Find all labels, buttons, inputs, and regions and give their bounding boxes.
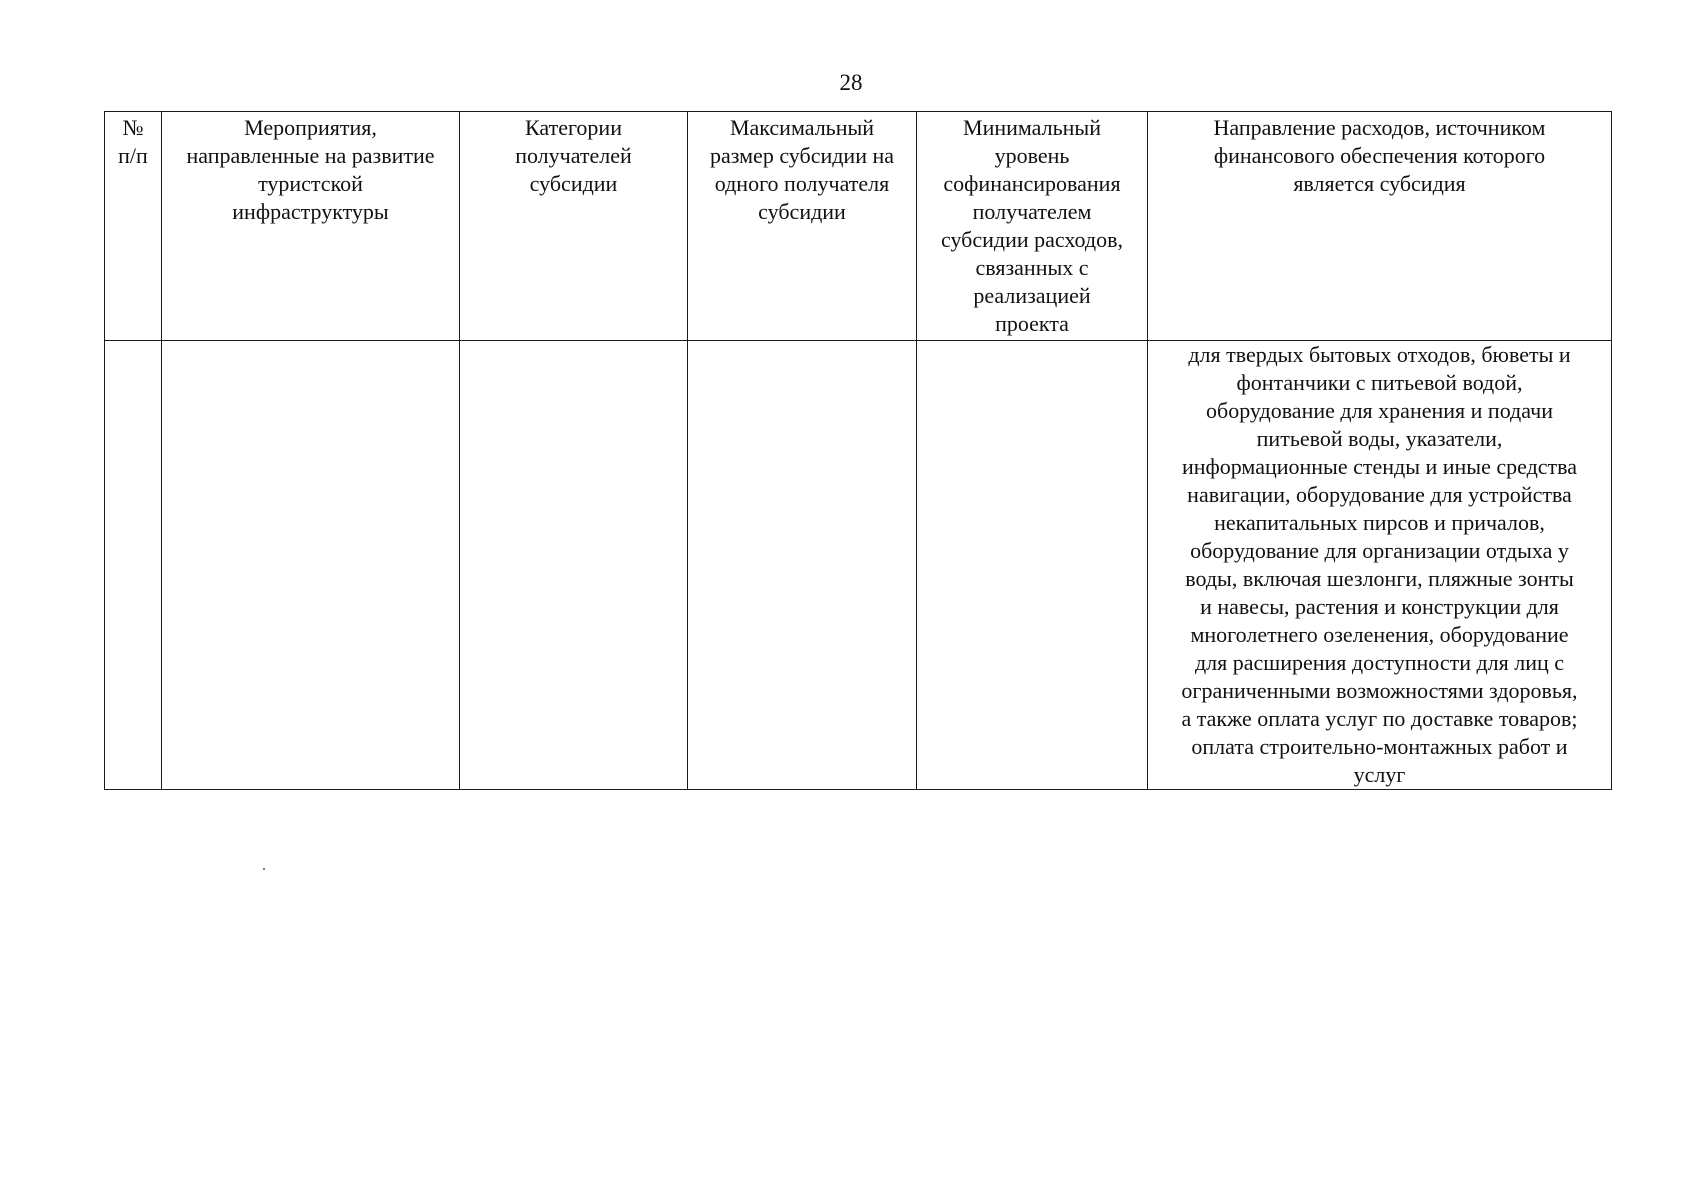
direction-line: питьевой воды, указатели, (1256, 426, 1503, 451)
header-line: Мероприятия, (244, 115, 377, 140)
scan-speck (263, 868, 265, 870)
header-line: проекта (995, 311, 1069, 336)
header-line: реализацией (973, 283, 1091, 308)
direction-line: информационные стенды и иные средства (1181, 454, 1578, 479)
direction-line: и навесы, растения и конструкции для (1200, 594, 1559, 619)
direction-line: оборудование для хранения и подачи (1206, 398, 1553, 423)
direction-line: ограниченными возможностями здоровья, (1181, 678, 1578, 703)
header-line: является субсидия (1293, 171, 1466, 196)
table-row (105, 341, 1612, 790)
header-line: одного получателя (714, 171, 890, 196)
header-line: Направление расходов, источником (1213, 115, 1546, 140)
header-line: связанных с (975, 255, 1089, 280)
direction-line: воды, включая шезлонги, пляжные зонты (1185, 566, 1574, 591)
table-header-row (105, 112, 1612, 341)
header-line: софинансирования (943, 171, 1121, 196)
header-line: туристской (258, 171, 363, 196)
header-line: субсидии расходов, (940, 227, 1123, 252)
direction-line: для расширения доступности для лиц с (1194, 650, 1565, 675)
cell-max-subsidy (688, 341, 917, 790)
header-categories (460, 112, 688, 341)
header-line: п/п (118, 143, 148, 168)
header-expense-direction (1148, 112, 1612, 341)
header-measures (162, 112, 460, 341)
cell-measure (162, 341, 460, 790)
direction-line: некапитальных пирсов и причалов, (1214, 510, 1545, 535)
header-line: финансового обеспечения которого (1213, 143, 1546, 168)
header-line: уровень (994, 143, 1070, 168)
direction-line: фонтанчики с питьевой водой, (1236, 370, 1523, 395)
header-line: получателей (515, 143, 632, 168)
direction-line: а также оплата услуг по доставке товаров; (1181, 706, 1578, 731)
direction-line: для твердых бытовых отходов, бюветы и (1188, 342, 1571, 367)
cell-category (460, 341, 688, 790)
direction-line: услуг (1353, 762, 1406, 787)
header-line: Категории (525, 115, 622, 140)
header-line: Максимальный (729, 115, 875, 140)
direction-line: многолетнего озеленения, оборудование (1190, 622, 1569, 647)
direction-line: оборудование для организации отдыха у (1190, 538, 1569, 563)
cell-min-cofinancing (917, 341, 1148, 790)
direction-line: навигации, оборудование для устройства (1187, 482, 1572, 507)
cell-expense-direction (1148, 341, 1612, 790)
header-max-subsidy (688, 112, 917, 341)
header-line: получателем (972, 199, 1092, 224)
header-number (105, 112, 162, 341)
subsidy-table (104, 111, 1612, 790)
header-line: инфраструктуры (232, 199, 389, 224)
direction-line: оплата строительно-монтажных работ и (1191, 734, 1568, 759)
header-line: направленные на развитие (186, 143, 435, 168)
page-number: 28 (839, 70, 863, 95)
header-min-cofinancing (917, 112, 1148, 341)
header-line: субсидии (758, 199, 846, 224)
cell-number (105, 341, 162, 790)
header-line: субсидии (529, 171, 618, 196)
header-line: Минимальный (963, 115, 1101, 140)
header-line: № (122, 115, 144, 140)
header-line: размер субсидии на (709, 143, 895, 168)
